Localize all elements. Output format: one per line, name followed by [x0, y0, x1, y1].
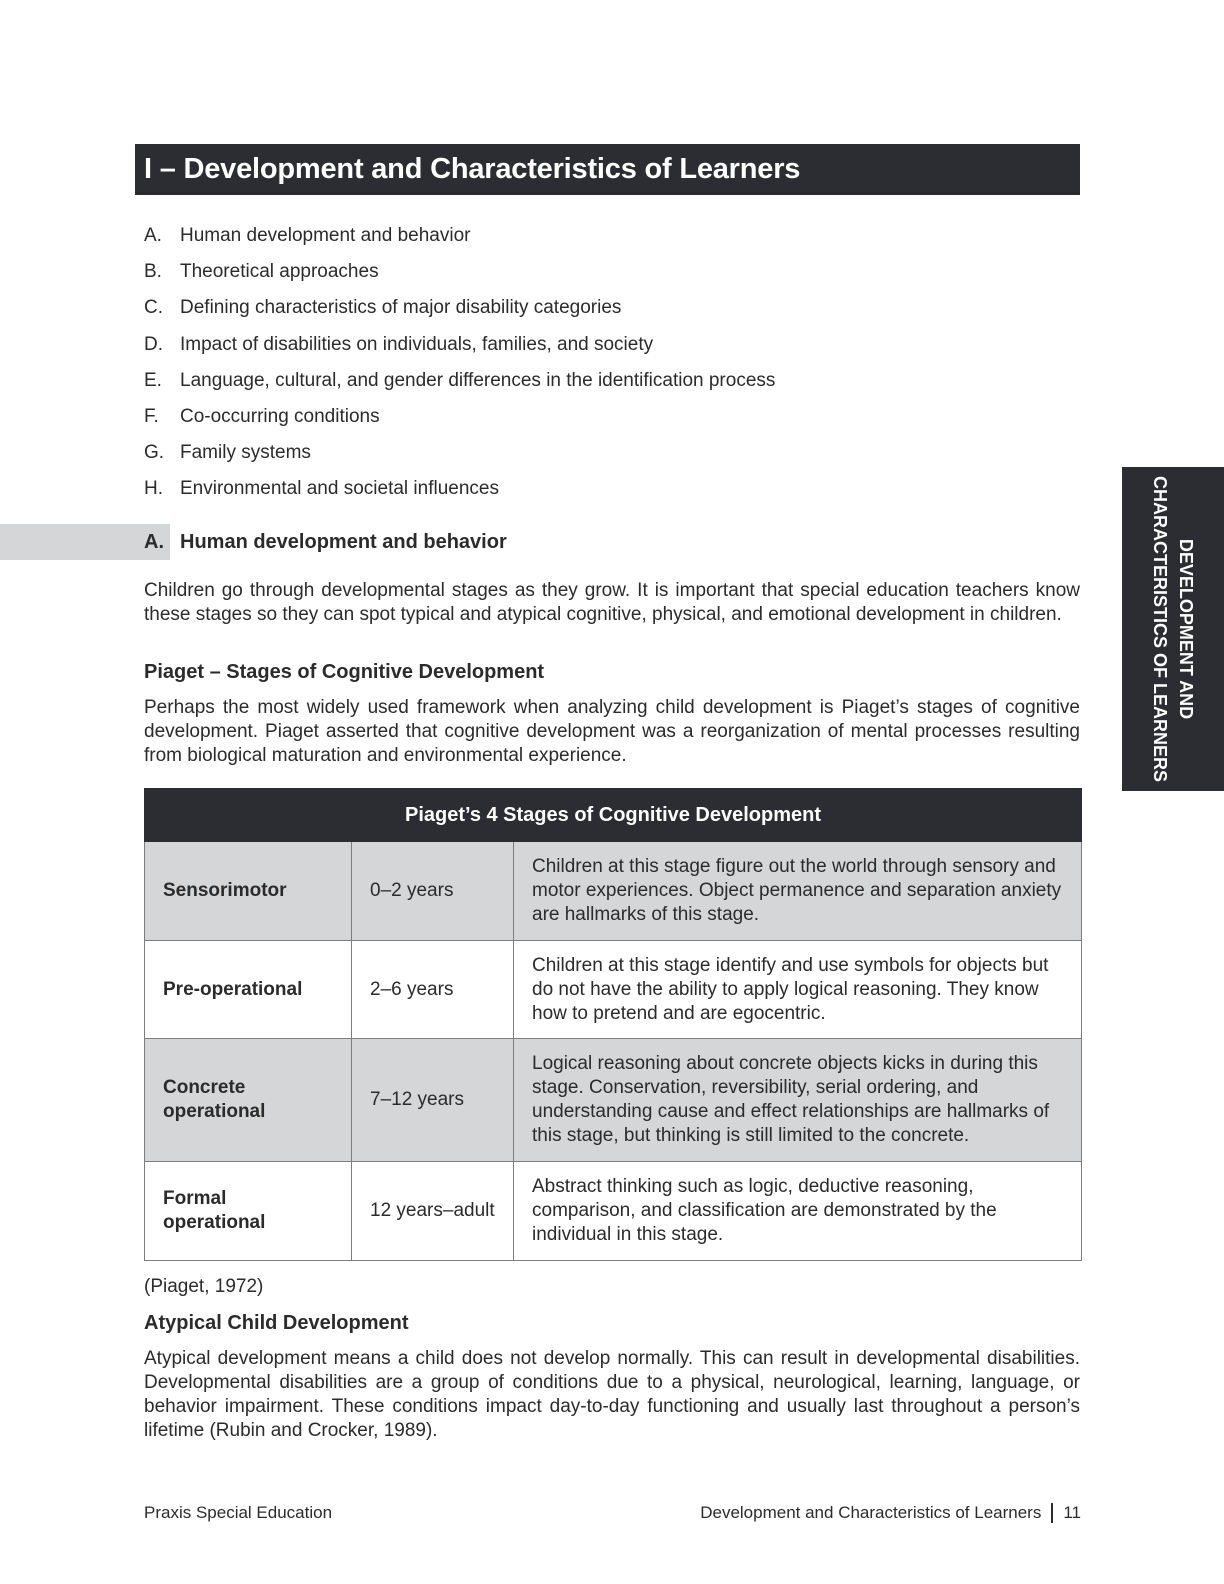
- outline-item: [144, 435, 775, 471]
- stage-description: Abstract thinking such as logic, deductive reasoning, comparison, and classification are demonstrated by the individual in this stage.: [514, 1162, 1082, 1261]
- outline-letter: F.: [144, 406, 159, 428]
- outline-text: Impact of disabilities on individuals, families, and society: [180, 333, 654, 355]
- outline-item: [144, 471, 775, 507]
- side-tab-label: [1147, 476, 1199, 782]
- table-row: [145, 842, 1082, 941]
- outline-text: Theoretical approaches: [180, 261, 379, 283]
- outline-item: [144, 327, 775, 363]
- outline-item: [144, 218, 775, 254]
- table-row: [145, 1039, 1082, 1162]
- table-row: [145, 941, 1082, 1039]
- outline-letter: G.: [144, 442, 165, 464]
- outline-text: Language, cultural, and gender differences in the identification process: [180, 369, 776, 391]
- outline-text: Environmental and societal influences: [180, 478, 499, 500]
- table-row: [145, 1162, 1082, 1261]
- side-tab-line-2: CHARACTERISTICS OF LEARNERS: [1150, 475, 1170, 783]
- outline-letter: C.: [144, 297, 163, 319]
- outline-text: Human development and behavior: [180, 225, 471, 247]
- atypical-heading: Atypical Child Development: [144, 1312, 409, 1334]
- stage-description: Children at this stage identify and use symbols for objects but do not have the ability to apply logical reasoning. They know how to pretend and are egocentric.: [514, 941, 1082, 1039]
- stage-name: Pre-operational: [145, 941, 352, 1039]
- stage-name: Formal operational: [145, 1162, 352, 1261]
- outline-text: Co-occurring conditions: [180, 406, 380, 428]
- piaget-paragraph: Perhaps the most widely used framework when analyzing child development is Piaget’s stages of cognitive development. Piaget asserted that cognitive development was a reorganization of mental processes resulting from biological maturation and environmental experience.: [144, 697, 1080, 766]
- outline-letter: A.: [144, 225, 162, 247]
- citation: (Piaget, 1972): [144, 1276, 264, 1297]
- atypical-paragraph: Atypical development means a child does not develop normally. This can result in developmental disabilities. Developmental disabilities are a group of conditions due to a physical, neurological, learning, language, or behavior impairment. These conditions impact day-to-day functioning and usually last throughout a person’s lifetime (Rubin and Crocker, 1989).: [144, 1348, 1080, 1441]
- side-tab-line-1: DEVELOPMENT AND: [1176, 538, 1196, 720]
- outline-item: [144, 254, 775, 290]
- chapter-outline: [144, 218, 775, 508]
- page-number: 11: [1063, 1503, 1081, 1522]
- footer-separator: [1051, 1503, 1053, 1523]
- stage-age: 12 years–adult: [352, 1162, 514, 1261]
- chapter-title: I – Development and Characteristics of Learners: [135, 144, 1080, 195]
- table-title: Piaget’s 4 Stages of Cognitive Development: [145, 789, 1082, 842]
- stage-age: 2–6 years: [352, 941, 514, 1039]
- outline-text: Defining characteristics of major disability categories: [180, 297, 622, 319]
- section-letter: A.: [144, 530, 164, 553]
- section-title: Human development and behavior: [180, 530, 507, 553]
- piaget-stages-table: [144, 788, 1082, 1261]
- chapter-side-tab: [1122, 467, 1224, 791]
- piaget-heading: Piaget – Stages of Cognitive Development: [144, 661, 545, 683]
- outline-item: [144, 290, 775, 326]
- outline-item: [144, 363, 775, 399]
- stage-name: Sensorimotor: [145, 842, 352, 941]
- stage-name: Concrete operational: [145, 1039, 352, 1162]
- outline-text: Family systems: [180, 442, 311, 464]
- outline-item: [144, 399, 775, 435]
- outline-letter: B.: [144, 261, 162, 283]
- stage-description: Children at this stage figure out the world through sensory and motor experiences. Object permanence and separation anxiety are hallmarks of this stage.: [514, 842, 1082, 941]
- stage-description: Logical reasoning about concrete objects kicks in during this stage. Conservation, reversibility, serial ordering, and understanding cause and effect relationships are hallmarks of this stage, but thinking is still limited to the concrete.: [514, 1039, 1082, 1162]
- stage-age: 7–12 years: [352, 1039, 514, 1162]
- footer-book-title: Praxis Special Education: [144, 1503, 333, 1522]
- stage-age: 0–2 years: [352, 842, 514, 941]
- footer-right: [700, 1503, 1081, 1523]
- intro-paragraph: Children go through developmental stages as they grow. It is important that special education teachers know these stages so they can spot typical and atypical cognitive, physical, and emotional development in children.: [144, 580, 1080, 625]
- outline-letter: H.: [144, 478, 163, 500]
- section-heading: [144, 524, 507, 560]
- outline-letter: D.: [144, 333, 163, 355]
- footer-chapter-title: Development and Characteristics of Learners: [700, 1503, 1042, 1522]
- outline-letter: E.: [144, 369, 162, 391]
